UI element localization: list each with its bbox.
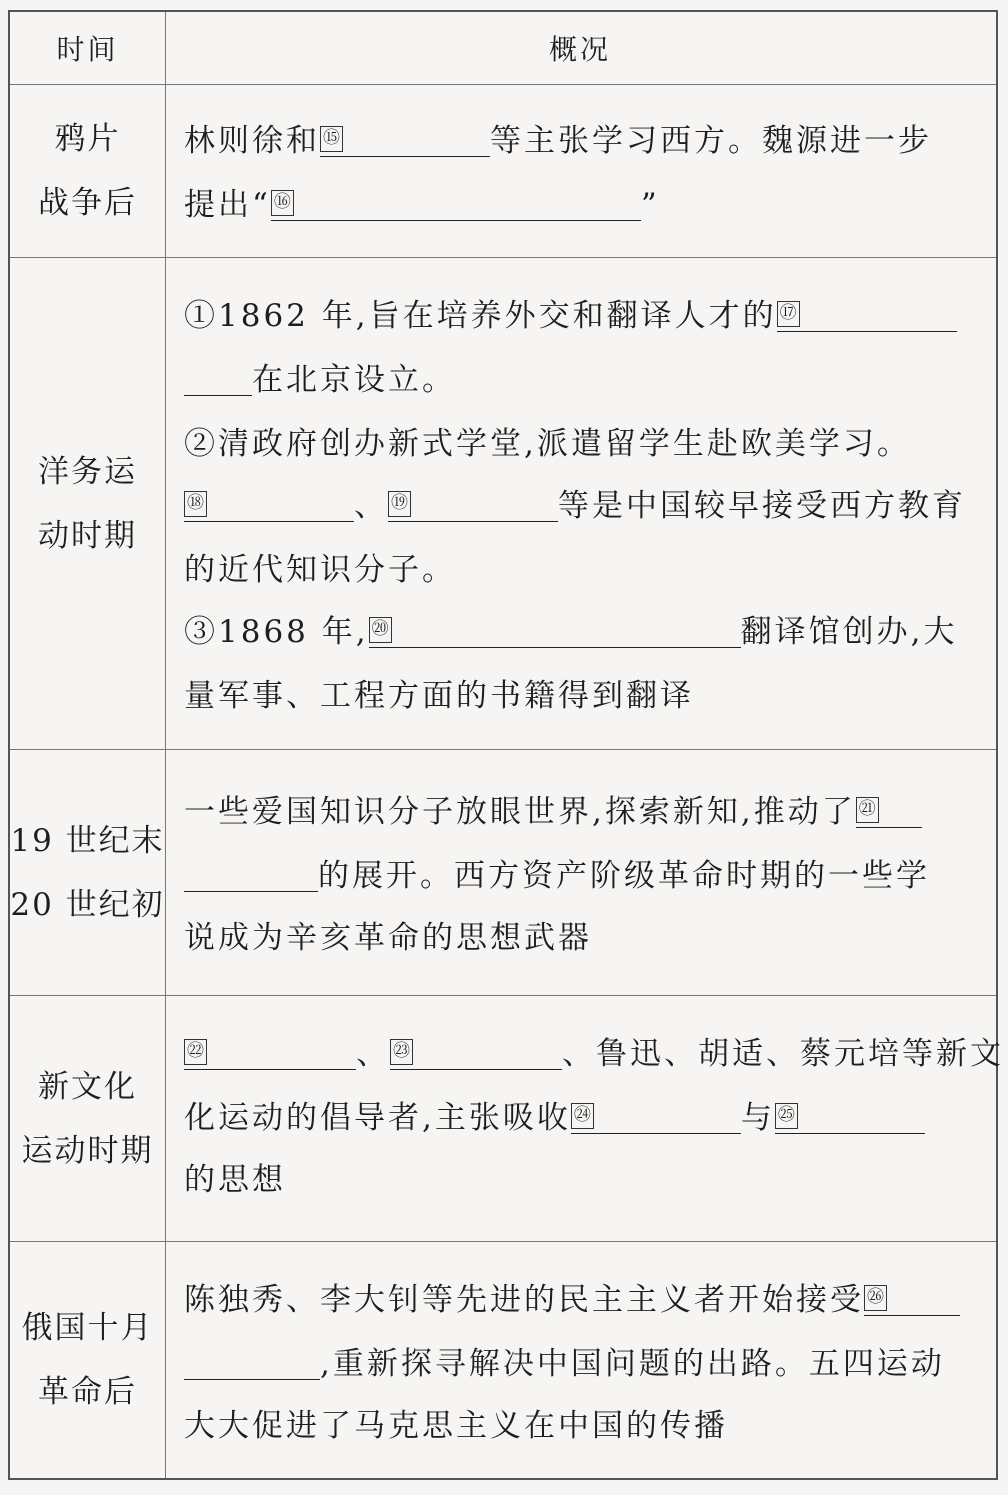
content-line	[184, 348, 976, 412]
header-content-cell	[166, 12, 996, 84]
content-line	[184, 600, 976, 664]
fill-blank-18[interactable]	[184, 483, 354, 522]
text-segment: ①1862 年,旨在培养外交和翻译人才的	[184, 298, 777, 334]
time-label: 鸦片 战争后	[38, 121, 137, 221]
blank-number-18: ⑱	[184, 491, 207, 517]
text-segment: 与	[740, 1100, 775, 1136]
fill-blank-26-continued[interactable]	[184, 1341, 320, 1380]
content-cell	[166, 996, 1004, 1241]
time-cell	[10, 85, 166, 257]
content-line	[184, 109, 976, 173]
content-line	[184, 1394, 976, 1458]
fill-blank-26[interactable]	[864, 1277, 960, 1316]
time-cell	[10, 1242, 166, 1478]
blank-number-20: ⑳	[369, 617, 392, 643]
content-cell	[166, 750, 996, 995]
content-line	[184, 780, 976, 844]
content-line	[184, 412, 976, 476]
blank-number-25: ㉕	[775, 1103, 798, 1129]
content-cell	[166, 85, 996, 257]
content-line	[184, 906, 976, 970]
content-line	[184, 474, 976, 538]
blank-number-15: ⑮	[320, 126, 343, 152]
blank-number-22: ㉒	[184, 1039, 207, 1065]
table-row	[10, 257, 996, 749]
fill-blank-23[interactable]	[390, 1031, 562, 1070]
table-header-row	[10, 12, 996, 84]
text-segment: ②清政府创办新式学堂,派遣留学生赴欧美学习。	[184, 426, 911, 462]
header-time-cell	[10, 12, 166, 84]
text-segment: 林则徐和	[184, 123, 320, 159]
fill-blank-21[interactable]	[856, 789, 922, 828]
text-segment: ,重新探寻解决中国问题的出路。五四运动	[320, 1346, 945, 1382]
text-segment: 陈独秀、李大钊等先进的民主主义者开始接受	[184, 1282, 864, 1318]
text-segment: 在北京设立。	[252, 362, 456, 398]
header-content-label: 概况	[548, 33, 611, 66]
content-line	[184, 844, 976, 908]
header-time-label: 时间	[56, 33, 119, 66]
content-line	[184, 284, 976, 348]
content-line	[184, 538, 976, 602]
time-label: 俄国十月 革命后	[21, 1310, 154, 1410]
content-line	[184, 1086, 976, 1150]
text-segment: 等主张学习西方。魏源进一步	[490, 123, 932, 159]
text-segment: 一些爱国知识分子放眼世界,探索新知,推动了	[184, 794, 856, 830]
content-line	[184, 1332, 976, 1396]
text-segment: 说成为辛亥革命的思想武器	[184, 920, 592, 956]
content-cell	[166, 258, 996, 749]
fill-blank-15[interactable]	[320, 118, 490, 157]
text-segment: 、鲁迅、胡适、蔡元培等新文	[562, 1036, 1004, 1072]
blank-number-16: ⑯	[271, 190, 294, 216]
fill-blank-24[interactable]	[571, 1095, 741, 1134]
text-segment: ”	[640, 187, 660, 223]
time-cell	[10, 258, 166, 749]
text-segment: 量军事、工程方面的书籍得到翻译	[184, 678, 694, 714]
text-segment: 提出“	[184, 187, 271, 223]
content-line	[184, 1148, 976, 1212]
time-cell	[10, 996, 166, 1241]
blank-number-23: ㉓	[390, 1039, 413, 1065]
time-label: 新文化 运动时期	[21, 1068, 154, 1169]
text-segment: 化运动的倡导者,主张吸收	[184, 1100, 571, 1136]
blank-number-26: ㉖	[864, 1285, 887, 1311]
time-label: 19 世纪末 20 世纪初	[10, 822, 165, 923]
text-segment: ③1868 年,	[184, 614, 369, 650]
time-label: 洋务运 动时期	[38, 453, 137, 554]
fill-blank-19[interactable]	[388, 483, 558, 522]
history-table	[8, 10, 1004, 1480]
table-row	[10, 84, 996, 257]
content-line	[184, 664, 976, 728]
blank-number-17: ⑰	[777, 301, 800, 327]
content-line	[184, 1022, 1004, 1086]
text-segment: 、	[356, 1036, 390, 1072]
fill-blank-20[interactable]	[369, 609, 741, 648]
blank-number-19: ⑲	[388, 491, 411, 517]
blank-number-21: ㉑	[856, 797, 879, 823]
fill-blank-25[interactable]	[775, 1095, 925, 1134]
text-segment: 等是中国较早接受西方教育	[558, 488, 966, 524]
text-segment: 翻译馆创办,大	[740, 614, 958, 650]
fill-blank-16[interactable]	[271, 182, 641, 221]
text-segment: 的展开。西方资产阶级革命时期的一些学	[318, 858, 930, 894]
table-row	[10, 995, 1004, 1241]
fill-blank-17[interactable]	[777, 293, 957, 332]
content-line	[184, 1268, 976, 1332]
fill-blank-21-continued[interactable]	[184, 853, 318, 892]
content-line	[184, 173, 976, 237]
time-cell	[10, 750, 166, 995]
text-segment: 的近代知识分子。	[184, 552, 456, 588]
blank-number-24: ㉔	[571, 1103, 594, 1129]
fill-blank-17-continued[interactable]	[184, 357, 252, 396]
table-row	[10, 1241, 996, 1478]
text-segment: 大大促进了马克思主义在中国的传播	[184, 1408, 728, 1444]
table-row	[10, 749, 996, 995]
content-cell	[166, 1242, 996, 1478]
fill-blank-22[interactable]	[184, 1031, 356, 1070]
text-segment: 的思想	[184, 1162, 286, 1198]
text-segment: 、	[354, 488, 388, 524]
